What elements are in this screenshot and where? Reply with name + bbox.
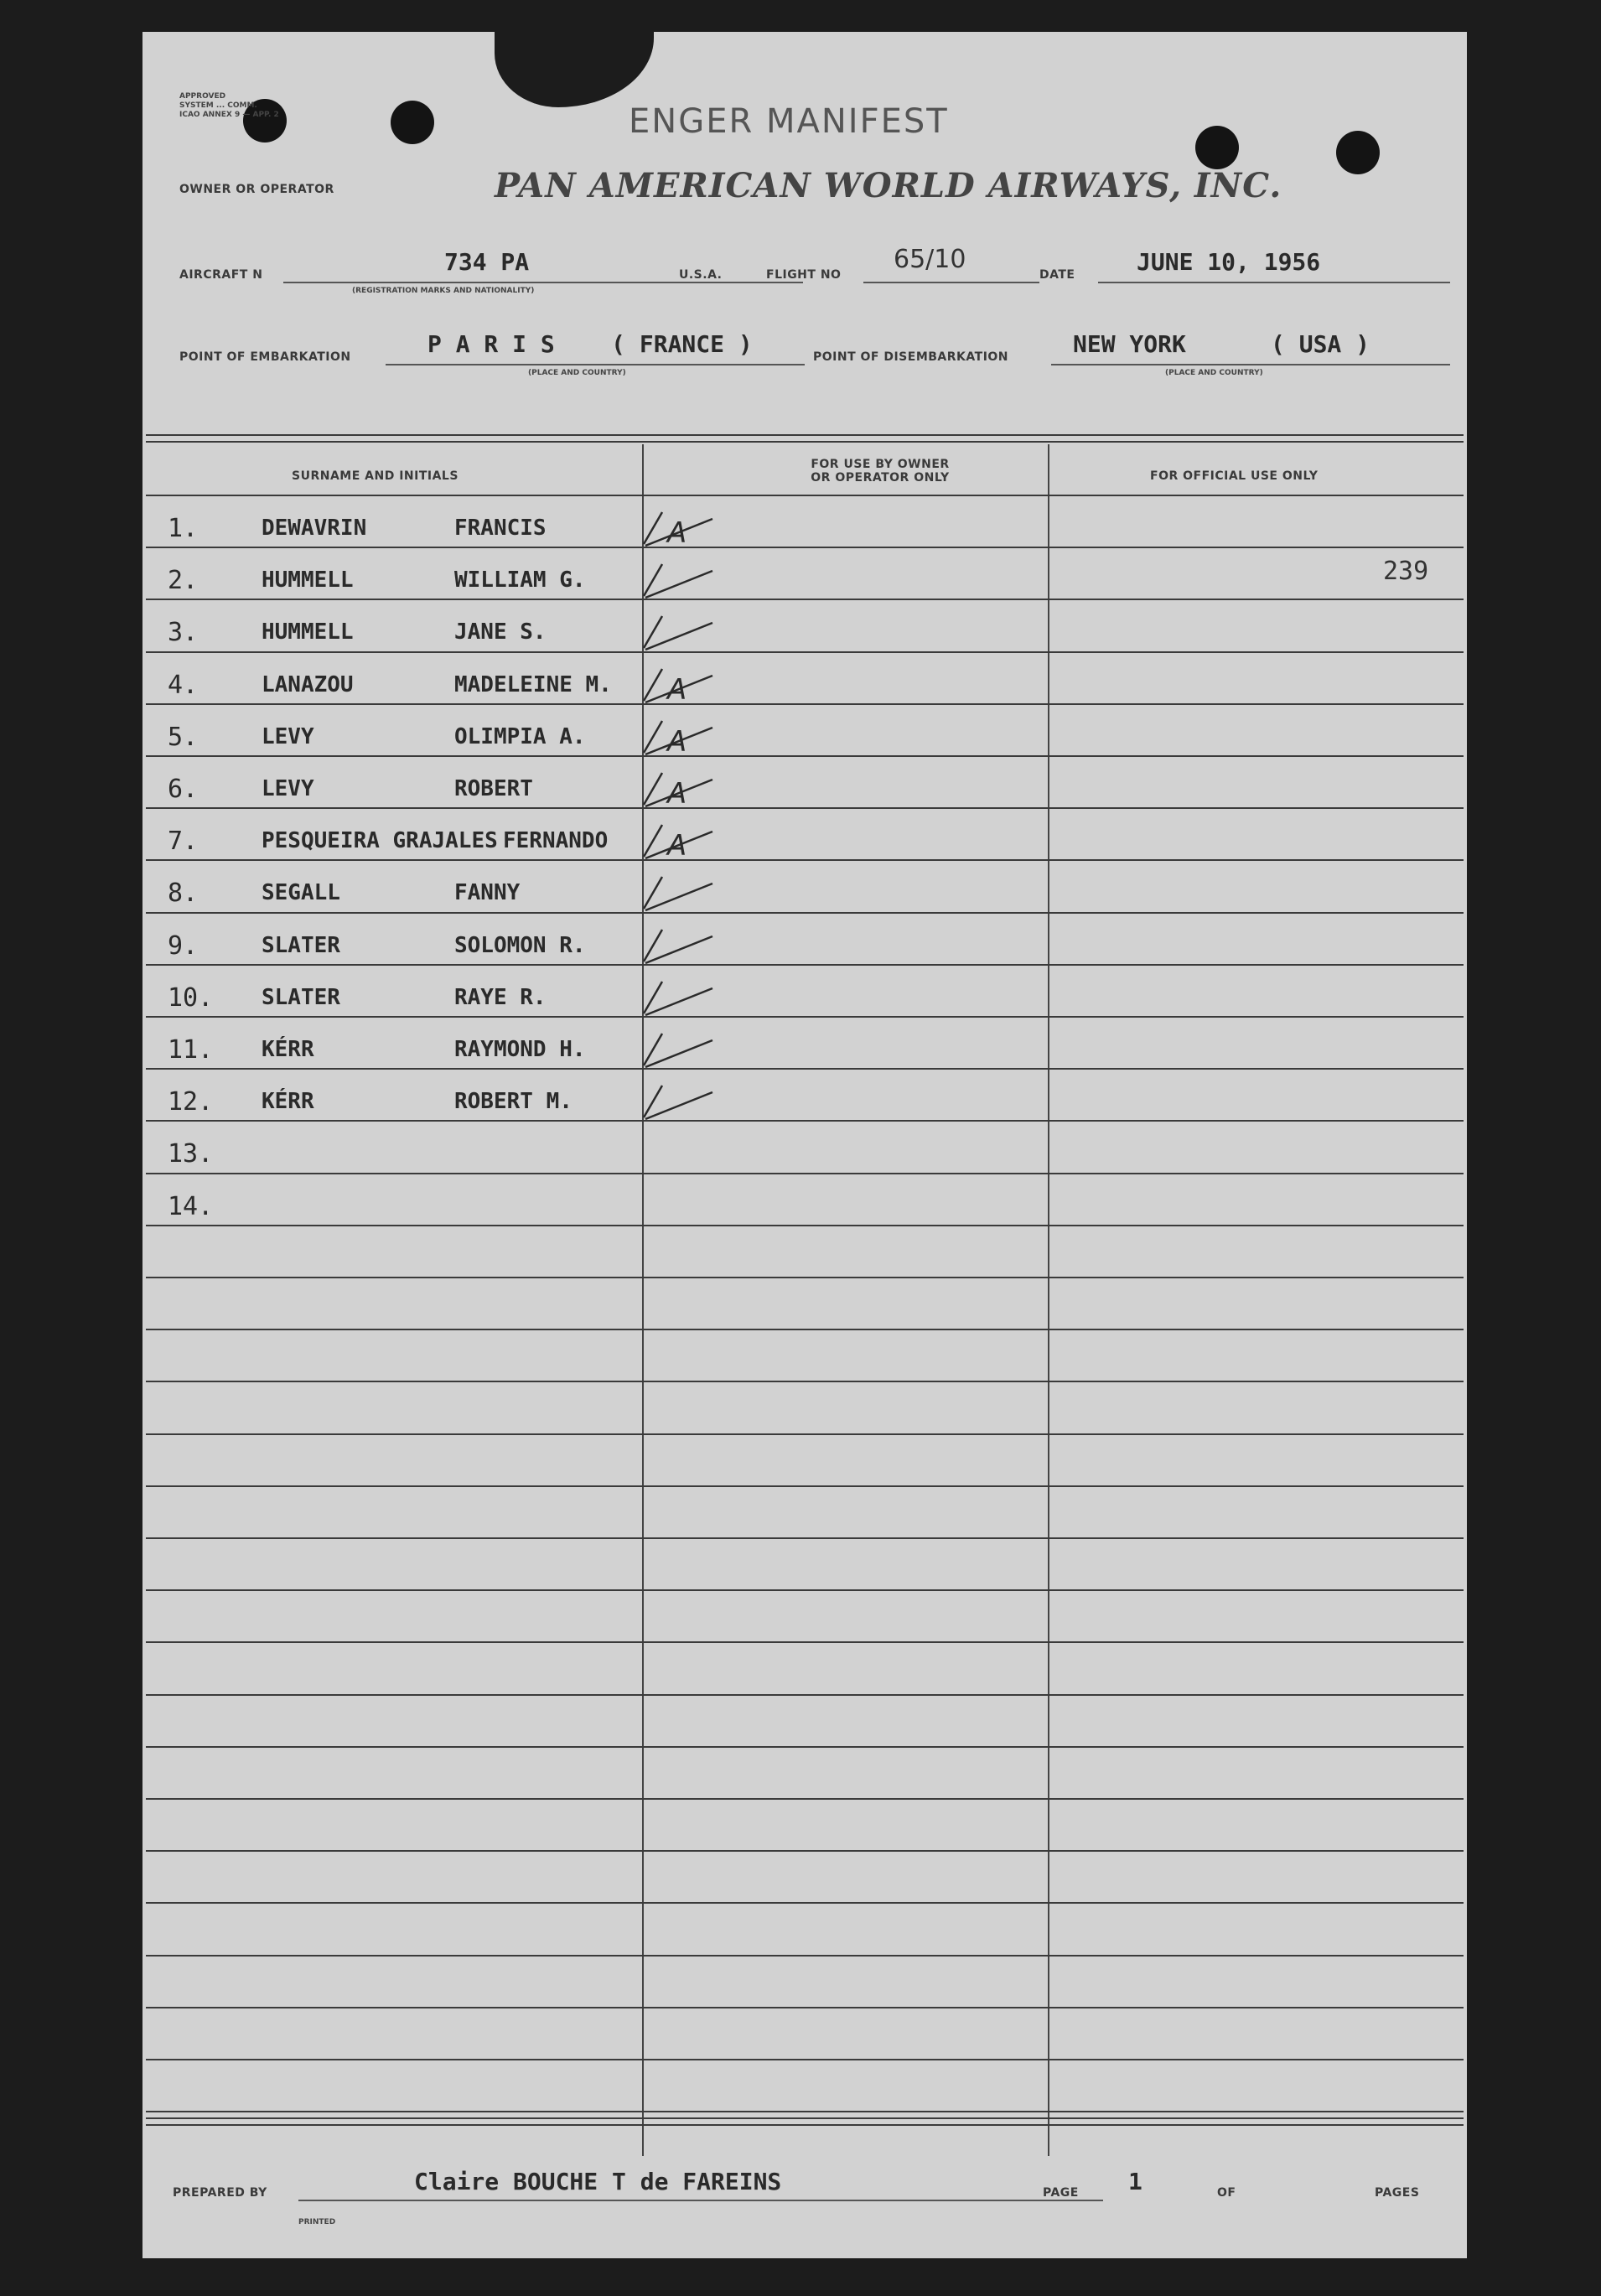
row-number: 14. (168, 1192, 214, 1221)
approval-note: APPROVED SYSTEM ... COMM. ICAO ANNEX 9 — APP. 2 (179, 92, 279, 119)
passenger-surname: LEVY (262, 776, 314, 801)
row-number: 11. (168, 1035, 214, 1065)
prepared-underline (298, 2200, 1103, 2201)
passenger-surname: HUMMELL (262, 568, 354, 593)
passenger-surname: SLATER (262, 933, 340, 958)
row-number: 9. (168, 931, 199, 961)
check-mark (644, 1034, 712, 1067)
check-mark-letter: A (667, 725, 687, 759)
aircraft-label: AIRCRAFT N (179, 268, 263, 282)
official-note: 239 (1383, 557, 1429, 586)
passenger-given-name: RAYMOND H. (454, 1037, 586, 1062)
date-label: DATE (1039, 268, 1075, 282)
flight-label: FLIGHT NO (766, 268, 842, 282)
passenger-surname: SLATER (262, 985, 340, 1010)
prepared-value: Claire BOUCHE T de FAREINS (414, 2168, 782, 2195)
col-surname-header: SURNAME AND INITIALS (292, 469, 459, 483)
table-bottom-rule (146, 2117, 1464, 2119)
row-number: 5. (168, 723, 199, 752)
disembark-label: POINT OF DISEMBARKATION (813, 350, 1009, 364)
aircraft-sub: (REGISTRATION MARKS AND NATIONALITY) (352, 287, 535, 295)
row-number: 13. (168, 1139, 214, 1169)
check-mark (644, 877, 712, 910)
prepared-label: PREPARED BY (173, 2186, 267, 2200)
check-mark-letter: A (667, 673, 687, 707)
passenger-surname: SEGALL (262, 880, 340, 905)
passenger-given-name: ROBERT M. (454, 1089, 573, 1114)
col-official-header: FOR OFFICIAL USE ONLY (1150, 469, 1319, 483)
row-number: 3. (168, 618, 199, 647)
passenger-given-name: MADELEINE M. (454, 672, 612, 697)
passenger-given-name: WILLIAM G. (454, 568, 586, 593)
of-label: OF (1217, 2186, 1236, 2200)
passenger-given-name: FANNY (454, 880, 521, 905)
embark-value: P A R I S ( FRANCE ) (427, 330, 753, 358)
usa-label: U.S.A. (679, 268, 723, 282)
check-mark-letter: A (667, 777, 687, 811)
manifest-sheet (142, 32, 1467, 2258)
check-mark-letter: A (667, 829, 687, 863)
passenger-surname: KÉRR (262, 1037, 314, 1062)
check-mark-letter: A (667, 516, 687, 550)
row-number: 6. (168, 775, 199, 804)
passenger-given-name: RAYE R. (454, 985, 547, 1010)
flight-value: 65/10 (894, 245, 966, 274)
passenger-given-name: SOLOMON R. (454, 933, 586, 958)
owner-value: PAN AMERICAN WORLD AIRWAYS, INC. (495, 166, 1282, 205)
form-title: ENGER MANIFEST (629, 102, 949, 141)
page-label: PAGE (1043, 2186, 1079, 2200)
page-value: 1 (1128, 2168, 1142, 2195)
aircraft-value: 734 PA (444, 248, 530, 276)
row-number: 4. (168, 671, 199, 700)
table-bottom-rule (146, 2124, 1464, 2126)
embark-label: POINT OF EMBARKATION (179, 350, 351, 364)
printed-note: PRINTED (298, 2218, 336, 2226)
row-number: 8. (168, 878, 199, 908)
check-mark (644, 982, 712, 1015)
passenger-surname: LANAZOU (262, 672, 354, 697)
passenger-given-name: ROBERT (454, 776, 533, 801)
row-number: 2. (168, 566, 199, 595)
check-mark (644, 616, 712, 650)
passenger-surname: PESQUEIRA GRAJALES (262, 828, 498, 853)
check-mark (644, 1086, 712, 1119)
passenger-surname: LEVY (262, 724, 314, 749)
passenger-given-name: OLIMPIA A. (454, 724, 586, 749)
check-mark (644, 930, 712, 963)
row-number: 1. (168, 514, 199, 543)
row-number: 12. (168, 1087, 214, 1117)
embark-sub: (PLACE AND COUNTRY) (528, 369, 626, 377)
row-number: 10. (168, 983, 214, 1013)
passenger-given-name: JANE S. (454, 619, 547, 645)
passenger-given-name: FRANCIS (454, 516, 547, 541)
col-owner-header: FOR USE BY OWNER OR OPERATOR ONLY (811, 458, 950, 485)
date-value: JUNE 10, 1956 (1137, 248, 1321, 276)
check-marks (142, 32, 1467, 2258)
disembark-sub: (PLACE AND COUNTRY) (1165, 369, 1263, 377)
row-number: 7. (168, 827, 199, 856)
passenger-surname: DEWAVRIN (262, 516, 367, 541)
pages-label: PAGES (1375, 2186, 1420, 2200)
check-mark (644, 564, 712, 598)
passenger-surname: HUMMELL (262, 619, 354, 645)
disembark-value: NEW YORK ( USA ) (1073, 330, 1370, 358)
passenger-given-name: FERNANDO (503, 828, 609, 853)
passenger-surname: KÉRR (262, 1089, 314, 1114)
owner-label: OWNER OR OPERATOR (179, 183, 334, 196)
